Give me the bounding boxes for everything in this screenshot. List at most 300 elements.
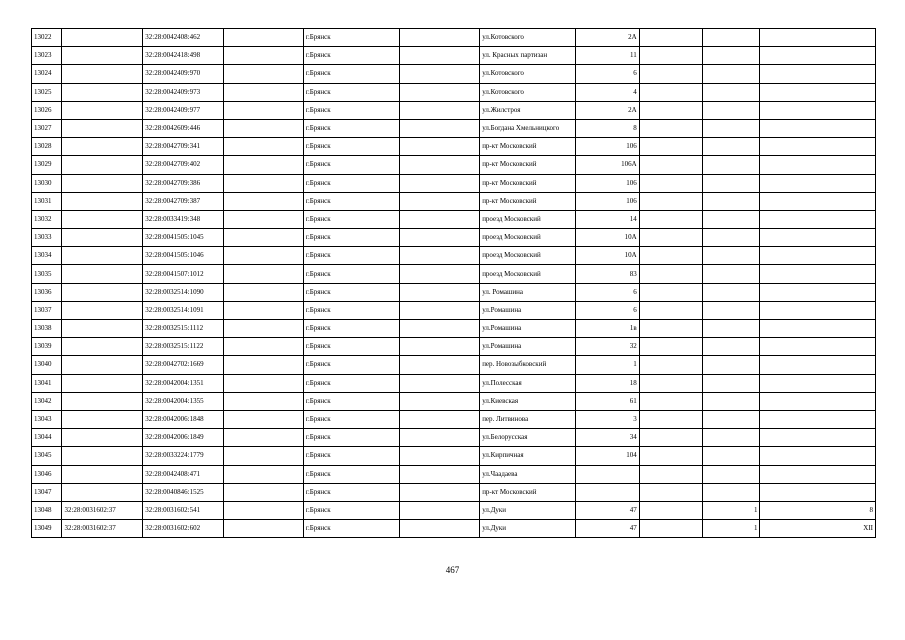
cadastral-number-cell: 32:28:0040846:1525 xyxy=(143,483,224,501)
cadastral-number-cell: 32:28:0042709:386 xyxy=(143,174,224,192)
row-number-cell: 13048 xyxy=(32,501,62,519)
street-cell: ул.Богдана Хмельницкого xyxy=(480,119,576,137)
street-cell: ул.Ромашина xyxy=(480,301,576,319)
table-row xyxy=(32,65,876,83)
apartment-cell xyxy=(760,320,876,338)
table-row xyxy=(32,101,876,119)
city-cell: г.Брянск xyxy=(303,356,400,374)
empty-cell xyxy=(639,174,702,192)
house-number-cell: 34 xyxy=(575,429,639,447)
empty-cell xyxy=(639,520,702,538)
row-number-cell: 13028 xyxy=(32,138,62,156)
floor-cell xyxy=(702,247,760,265)
row-number-cell: 13038 xyxy=(32,320,62,338)
empty-cell xyxy=(400,265,480,283)
empty-cell xyxy=(639,447,702,465)
empty-cell xyxy=(639,210,702,228)
empty-cell xyxy=(400,83,480,101)
street-cell: ул.Ромашина xyxy=(480,338,576,356)
floor-cell xyxy=(702,356,760,374)
empty-cell xyxy=(224,265,304,283)
street-cell: ул.Котовского xyxy=(480,83,576,101)
table-row xyxy=(32,374,876,392)
empty-cell xyxy=(400,247,480,265)
city-cell: г.Брянск xyxy=(303,483,400,501)
empty-cell xyxy=(639,229,702,247)
apartment-cell xyxy=(760,229,876,247)
row-number-cell: 13040 xyxy=(32,356,62,374)
table-row xyxy=(32,83,876,101)
cadastral-number-cell: 32:28:0032514:1091 xyxy=(143,301,224,319)
table-row xyxy=(32,156,876,174)
empty-cell xyxy=(224,47,304,65)
table-row xyxy=(32,447,876,465)
empty-cell xyxy=(639,65,702,83)
apartment-cell xyxy=(760,465,876,483)
empty-cell xyxy=(400,301,480,319)
registry-table xyxy=(31,28,876,538)
house-number-cell: 10А xyxy=(575,229,639,247)
house-number-cell xyxy=(575,483,639,501)
row-number-cell: 13027 xyxy=(32,119,62,137)
house-number-cell: 106 xyxy=(575,174,639,192)
empty-cell xyxy=(639,283,702,301)
empty-cell xyxy=(639,392,702,410)
empty-cell xyxy=(400,119,480,137)
cadastral-number-cell: 32:28:0042709:341 xyxy=(143,138,224,156)
empty-cell xyxy=(400,101,480,119)
empty-cell xyxy=(400,392,480,410)
house-number-cell: 14 xyxy=(575,210,639,228)
empty-cell xyxy=(400,229,480,247)
parent-cadastral-cell xyxy=(62,138,143,156)
apartment-cell xyxy=(760,283,876,301)
table-row xyxy=(32,465,876,483)
empty-cell xyxy=(400,138,480,156)
table-row xyxy=(32,320,876,338)
empty-cell xyxy=(400,447,480,465)
row-number-cell: 13026 xyxy=(32,101,62,119)
empty-cell xyxy=(224,210,304,228)
empty-cell xyxy=(400,501,480,519)
empty-cell xyxy=(224,392,304,410)
apartment-cell xyxy=(760,301,876,319)
parent-cadastral-cell xyxy=(62,47,143,65)
empty-cell xyxy=(639,247,702,265)
parent-cadastral-cell: 32:28:0031602:37 xyxy=(62,501,143,519)
city-cell: г.Брянск xyxy=(303,465,400,483)
cadastral-number-cell: 32:28:0042702:1669 xyxy=(143,356,224,374)
apartment-cell xyxy=(760,65,876,83)
empty-cell xyxy=(400,156,480,174)
row-number-cell: 13035 xyxy=(32,265,62,283)
city-cell: г.Брянск xyxy=(303,520,400,538)
row-number-cell: 13046 xyxy=(32,465,62,483)
parent-cadastral-cell xyxy=(62,410,143,428)
empty-cell xyxy=(224,283,304,301)
house-number-cell: 10А xyxy=(575,247,639,265)
table-row xyxy=(32,29,876,47)
empty-cell xyxy=(400,192,480,210)
floor-cell xyxy=(702,320,760,338)
parent-cadastral-cell xyxy=(62,210,143,228)
cadastral-number-cell: 32:28:0042609:446 xyxy=(143,119,224,137)
house-number-cell: 106 xyxy=(575,138,639,156)
row-number-cell: 13047 xyxy=(32,483,62,501)
empty-cell xyxy=(639,301,702,319)
parent-cadastral-cell xyxy=(62,229,143,247)
city-cell: г.Брянск xyxy=(303,429,400,447)
floor-cell xyxy=(702,229,760,247)
parent-cadastral-cell xyxy=(62,265,143,283)
floor-cell xyxy=(702,174,760,192)
street-cell: пр-кт Московский xyxy=(480,138,576,156)
city-cell: г.Брянск xyxy=(303,374,400,392)
row-number-cell: 13049 xyxy=(32,520,62,538)
parent-cadastral-cell xyxy=(62,65,143,83)
row-number-cell: 13033 xyxy=(32,229,62,247)
house-number-cell: 6 xyxy=(575,301,639,319)
city-cell: г.Брянск xyxy=(303,447,400,465)
parent-cadastral-cell xyxy=(62,483,143,501)
empty-cell xyxy=(224,465,304,483)
apartment-cell xyxy=(760,265,876,283)
cadastral-number-cell: 32:28:0031602:602 xyxy=(143,520,224,538)
city-cell: г.Брянск xyxy=(303,320,400,338)
empty-cell xyxy=(400,29,480,47)
floor-cell xyxy=(702,65,760,83)
empty-cell xyxy=(224,410,304,428)
empty-cell xyxy=(224,29,304,47)
parent-cadastral-cell xyxy=(62,192,143,210)
empty-cell xyxy=(400,465,480,483)
cadastral-number-cell: 32:28:0041507:1012 xyxy=(143,265,224,283)
floor-cell xyxy=(702,410,760,428)
street-cell: пр-кт Московский xyxy=(480,174,576,192)
street-cell: пр-кт Московский xyxy=(480,156,576,174)
row-number-cell: 13024 xyxy=(32,65,62,83)
row-number-cell: 13034 xyxy=(32,247,62,265)
parent-cadastral-cell xyxy=(62,101,143,119)
parent-cadastral-cell xyxy=(62,429,143,447)
parent-cadastral-cell xyxy=(62,283,143,301)
page-number: 467 xyxy=(445,565,460,575)
floor-cell xyxy=(702,101,760,119)
cadastral-number-cell: 32:28:0042409:977 xyxy=(143,101,224,119)
cadastral-number-cell: 32:28:0042006:1849 xyxy=(143,429,224,447)
cadastral-number-cell: 32:28:0033224:1779 xyxy=(143,447,224,465)
empty-cell xyxy=(224,247,304,265)
empty-cell xyxy=(224,429,304,447)
empty-cell xyxy=(639,192,702,210)
apartment-cell xyxy=(760,156,876,174)
parent-cadastral-cell xyxy=(62,320,143,338)
cadastral-number-cell: 32:28:0042408:471 xyxy=(143,465,224,483)
city-cell: г.Брянск xyxy=(303,283,400,301)
floor-cell xyxy=(702,156,760,174)
empty-cell xyxy=(224,156,304,174)
floor-cell xyxy=(702,138,760,156)
apartment-cell xyxy=(760,192,876,210)
floor-cell xyxy=(702,29,760,47)
apartment-cell xyxy=(760,119,876,137)
house-number-cell xyxy=(575,465,639,483)
city-cell: г.Брянск xyxy=(303,338,400,356)
empty-cell xyxy=(639,465,702,483)
apartment-cell xyxy=(760,356,876,374)
house-number-cell: 3 xyxy=(575,410,639,428)
empty-cell xyxy=(224,65,304,83)
table-row xyxy=(32,356,876,374)
empty-cell xyxy=(224,447,304,465)
row-number-cell: 13032 xyxy=(32,210,62,228)
table-row xyxy=(32,301,876,319)
row-number-cell: 13039 xyxy=(32,338,62,356)
row-number-cell: 13042 xyxy=(32,392,62,410)
empty-cell xyxy=(400,47,480,65)
cadastral-number-cell: 32:28:0042409:973 xyxy=(143,83,224,101)
floor-cell xyxy=(702,392,760,410)
empty-cell xyxy=(400,210,480,228)
house-number-cell: 2А xyxy=(575,101,639,119)
street-cell: ул.Чаадаева xyxy=(480,465,576,483)
house-number-cell: 6 xyxy=(575,283,639,301)
house-number-cell: 4 xyxy=(575,83,639,101)
apartment-cell xyxy=(760,392,876,410)
house-number-cell: 1в xyxy=(575,320,639,338)
parent-cadastral-cell xyxy=(62,392,143,410)
empty-cell xyxy=(224,501,304,519)
empty-cell xyxy=(639,429,702,447)
parent-cadastral-cell xyxy=(62,356,143,374)
street-cell: пр-кт Московский xyxy=(480,483,576,501)
empty-cell xyxy=(224,229,304,247)
row-number-cell: 13037 xyxy=(32,301,62,319)
cadastral-number-cell: 32:28:0031602:541 xyxy=(143,501,224,519)
city-cell: г.Брянск xyxy=(303,301,400,319)
city-cell: г.Брянск xyxy=(303,138,400,156)
street-cell: ул.Дуки xyxy=(480,520,576,538)
empty-cell xyxy=(224,119,304,137)
street-cell: ул.Ромашина xyxy=(480,320,576,338)
floor-cell xyxy=(702,447,760,465)
table-row xyxy=(32,174,876,192)
apartment-cell xyxy=(760,410,876,428)
apartment-cell xyxy=(760,174,876,192)
empty-cell xyxy=(400,410,480,428)
cadastral-number-cell: 32:28:0042709:402 xyxy=(143,156,224,174)
cadastral-number-cell: 32:28:0042408:462 xyxy=(143,29,224,47)
empty-cell xyxy=(400,338,480,356)
table-row xyxy=(32,265,876,283)
empty-cell xyxy=(224,520,304,538)
street-cell: ул. Красных партизан xyxy=(480,47,576,65)
street-cell: ул.Котовского xyxy=(480,65,576,83)
parent-cadastral-cell xyxy=(62,174,143,192)
apartment-cell xyxy=(760,138,876,156)
city-cell: г.Брянск xyxy=(303,29,400,47)
empty-cell xyxy=(224,301,304,319)
table-row xyxy=(32,410,876,428)
house-number-cell: 32 xyxy=(575,338,639,356)
parent-cadastral-cell xyxy=(62,247,143,265)
empty-cell xyxy=(224,483,304,501)
city-cell: г.Брянск xyxy=(303,101,400,119)
empty-cell xyxy=(639,410,702,428)
empty-cell xyxy=(224,338,304,356)
empty-cell xyxy=(639,265,702,283)
empty-cell xyxy=(639,156,702,174)
apartment-cell xyxy=(760,47,876,65)
street-cell: ул.Дуки xyxy=(480,501,576,519)
floor-cell xyxy=(702,83,760,101)
empty-cell xyxy=(400,65,480,83)
empty-cell xyxy=(224,174,304,192)
street-cell: ул.Полесская xyxy=(480,374,576,392)
table-row xyxy=(32,210,876,228)
city-cell: г.Брянск xyxy=(303,156,400,174)
row-number-cell: 13036 xyxy=(32,283,62,301)
row-number-cell: 13043 xyxy=(32,410,62,428)
empty-cell xyxy=(639,138,702,156)
floor-cell xyxy=(702,338,760,356)
cadastral-number-cell: 32:28:0032515:1112 xyxy=(143,320,224,338)
street-cell: ул.Кирпичная xyxy=(480,447,576,465)
empty-cell xyxy=(224,192,304,210)
row-number-cell: 13044 xyxy=(32,429,62,447)
floor-cell xyxy=(702,465,760,483)
street-cell: проезд Московский xyxy=(480,265,576,283)
apartment-cell xyxy=(760,447,876,465)
house-number-cell: 8 xyxy=(575,119,639,137)
house-number-cell: 11 xyxy=(575,47,639,65)
street-cell: проезд Московский xyxy=(480,247,576,265)
table-row xyxy=(32,138,876,156)
city-cell: г.Брянск xyxy=(303,229,400,247)
cadastral-number-cell: 32:28:0032515:1122 xyxy=(143,338,224,356)
city-cell: г.Брянск xyxy=(303,410,400,428)
street-cell: пер. Литвинова xyxy=(480,410,576,428)
city-cell: г.Брянск xyxy=(303,83,400,101)
city-cell: г.Брянск xyxy=(303,247,400,265)
apartment-cell xyxy=(760,247,876,265)
table-row xyxy=(32,520,876,538)
house-number-cell: 47 xyxy=(575,501,639,519)
floor-cell xyxy=(702,429,760,447)
row-number-cell: 13025 xyxy=(32,83,62,101)
parent-cadastral-cell xyxy=(62,301,143,319)
floor-cell xyxy=(702,192,760,210)
street-cell: ул. Ромашина xyxy=(480,283,576,301)
table-row xyxy=(32,429,876,447)
apartment-cell xyxy=(760,483,876,501)
house-number-cell: 2А xyxy=(575,29,639,47)
house-number-cell: 1 xyxy=(575,356,639,374)
registry-table-body xyxy=(32,29,876,538)
empty-cell xyxy=(400,429,480,447)
empty-cell xyxy=(639,101,702,119)
table-row xyxy=(32,338,876,356)
empty-cell xyxy=(639,83,702,101)
empty-cell xyxy=(639,29,702,47)
table-row xyxy=(32,229,876,247)
city-cell: г.Брянск xyxy=(303,47,400,65)
house-number-cell: 47 xyxy=(575,520,639,538)
apartment-cell xyxy=(760,29,876,47)
parent-cadastral-cell xyxy=(62,29,143,47)
cadastral-number-cell: 32:28:0042004:1351 xyxy=(143,374,224,392)
empty-cell xyxy=(224,356,304,374)
city-cell: г.Брянск xyxy=(303,192,400,210)
city-cell: г.Брянск xyxy=(303,501,400,519)
table-row xyxy=(32,483,876,501)
apartment-cell xyxy=(760,338,876,356)
cadastral-number-cell: 32:28:0042004:1355 xyxy=(143,392,224,410)
row-number-cell: 13022 xyxy=(32,29,62,47)
apartment-cell: 8 xyxy=(760,501,876,519)
apartment-cell xyxy=(760,101,876,119)
house-number-cell: 6 xyxy=(575,65,639,83)
floor-cell xyxy=(702,47,760,65)
apartment-cell xyxy=(760,83,876,101)
cadastral-number-cell: 32:28:0041505:1045 xyxy=(143,229,224,247)
parent-cadastral-cell xyxy=(62,119,143,137)
row-number-cell: 13045 xyxy=(32,447,62,465)
floor-cell xyxy=(702,374,760,392)
row-number-cell: 13029 xyxy=(32,156,62,174)
empty-cell xyxy=(400,520,480,538)
floor-cell xyxy=(702,119,760,137)
cadastral-number-cell: 32:28:0042709:387 xyxy=(143,192,224,210)
apartment-cell xyxy=(760,374,876,392)
empty-cell xyxy=(639,374,702,392)
empty-cell xyxy=(639,47,702,65)
row-number-cell: 13030 xyxy=(32,174,62,192)
parent-cadastral-cell xyxy=(62,338,143,356)
cadastral-number-cell: 32:28:0041505:1046 xyxy=(143,247,224,265)
empty-cell xyxy=(400,320,480,338)
table-row xyxy=(32,119,876,137)
empty-cell xyxy=(224,320,304,338)
cadastral-number-cell: 32:28:0033419:348 xyxy=(143,210,224,228)
street-cell: ул.Белорусская xyxy=(480,429,576,447)
parent-cadastral-cell xyxy=(62,447,143,465)
cadastral-number-cell: 32:28:0042006:1848 xyxy=(143,410,224,428)
parent-cadastral-cell: 32:28:0031602:37 xyxy=(62,520,143,538)
floor-cell: 1 xyxy=(702,520,760,538)
floor-cell: 1 xyxy=(702,501,760,519)
floor-cell xyxy=(702,265,760,283)
empty-cell xyxy=(400,483,480,501)
street-cell: пер. Новозыбковский xyxy=(480,356,576,374)
city-cell: г.Брянск xyxy=(303,174,400,192)
street-cell: ул.Котовского xyxy=(480,29,576,47)
city-cell: г.Брянск xyxy=(303,392,400,410)
floor-cell xyxy=(702,483,760,501)
table-row xyxy=(32,283,876,301)
house-number-cell: 106А xyxy=(575,156,639,174)
table-row xyxy=(32,192,876,210)
city-cell: г.Брянск xyxy=(303,119,400,137)
apartment-cell xyxy=(760,210,876,228)
street-cell: ул.Киевская xyxy=(480,392,576,410)
house-number-cell: 83 xyxy=(575,265,639,283)
empty-cell xyxy=(639,119,702,137)
street-cell: пр-кт Московский xyxy=(480,192,576,210)
house-number-cell: 104 xyxy=(575,447,639,465)
empty-cell xyxy=(400,356,480,374)
house-number-cell: 18 xyxy=(575,374,639,392)
